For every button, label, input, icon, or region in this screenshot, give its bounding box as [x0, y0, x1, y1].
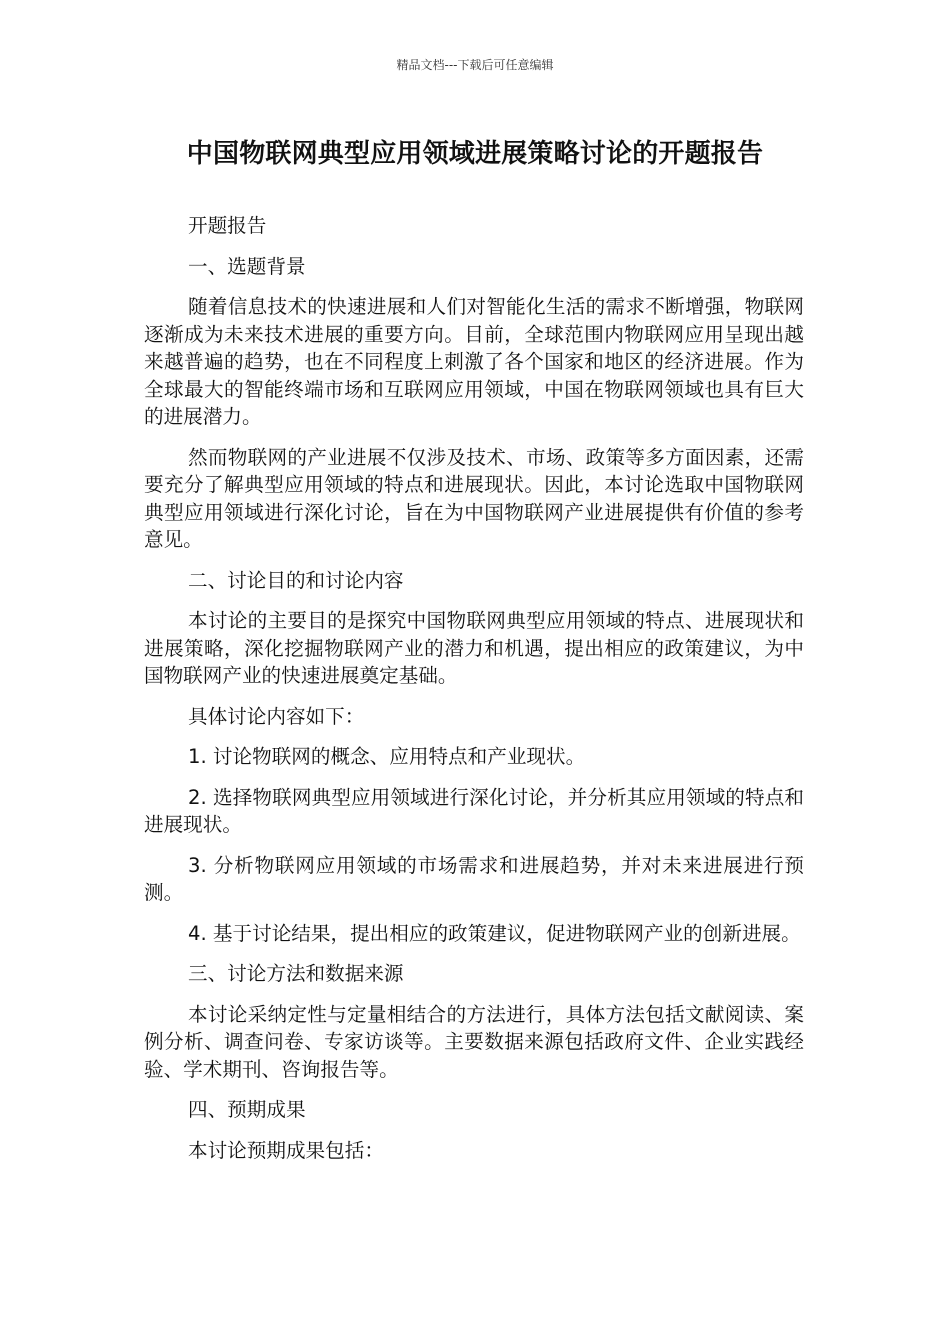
header-note: 精品文档---下载后可任意编辑 [396, 58, 554, 72]
document-title: 中国物联网典型应用领域进展策略讨论的开题报告 [186, 139, 764, 169]
section-heading-outcomes: 四、预期成果 [188, 1098, 306, 1121]
body-paragraph: 本讨论预期成果包括： [188, 1138, 384, 1162]
section-heading-background: 一、选题背景 [188, 254, 306, 278]
section-heading-methods: 三、讨论方法和数据来源 [188, 962, 404, 985]
list-item: 1. 讨论物联网的概念、应用特点和产业现状。 [188, 745, 586, 768]
list-item: 4. 基于讨论结果，提出相应的政策建议，促进物联网产业的创新进展。 [188, 921, 801, 945]
body-paragraph: 具体讨论内容如下： [188, 704, 365, 728]
section-heading-purpose: 二、讨论目的和讨论内容 [188, 568, 404, 592]
heading-proposal: 开题报告 [188, 214, 267, 237]
list-item: 3. 分析物联网应用领域的市场需求和进展趋势，并对未来进展进行预测。 [144, 853, 804, 904]
body-paragraph: 本讨论采纳定性与定量相结合的方法进行，具体方法包括文献阅读、案例分析、调查问卷、专家访谈等。主要数据来源包括政府文件、企业实践经验、学术期刊、咨询报告等。 [144, 1002, 804, 1081]
list-item: 2. 选择物联网典型应用领域进行深化讨论，并分析其应用领域的特点和进展现状。 [144, 785, 804, 836]
body-paragraph: 随着信息技术的快速进展和人们对智能化生活的需求不断增强，物联网逐渐成为未来技术进展的重要方向。目前，全球范围内物联网应用呈现出越来越普遍的趋势，也在不同程度上刺激了各个国家和地区的经济进展。作为全球最大的智能终端市场和互联网应用领域，中国在物联网领域也具有巨大的进展潜力。 [144, 295, 804, 428]
body-paragraph: 本讨论的主要目的是探究中国物联网典型应用领域的特点、进展现状和进展策略，深化挖掘物联网产业的潜力和机遇，提出相应的政策建议，为中国物联网产业的快速进展奠定基础。 [144, 609, 804, 687]
body-paragraph: 然而物联网的产业进展不仅涉及技术、市场、政策等多方面因素，还需要充分了解典型应用领域的特点和进展现状。因此，本讨论选取中国物联网典型应用领域进行深化讨论，旨在为中国物联网产业进展提供有价值的参考意见。 [144, 445, 804, 551]
document-body [144, 212, 804, 1177]
